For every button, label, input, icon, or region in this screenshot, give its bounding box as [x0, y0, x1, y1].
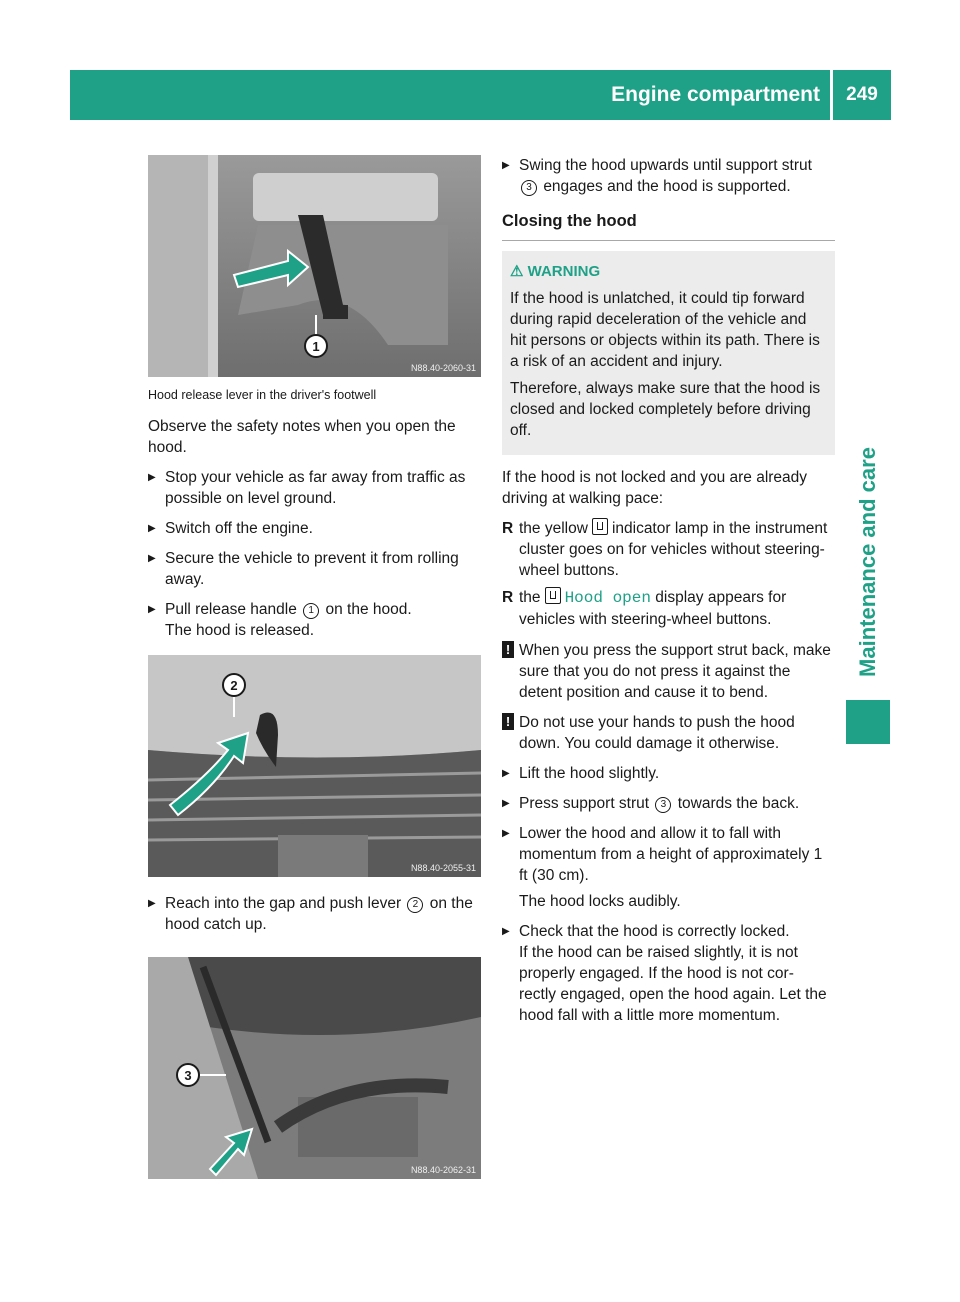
- warning-title: WARNING: [527, 263, 601, 280]
- figure-callout-1: 1: [312, 339, 320, 354]
- paragraph-not-locked: If the hood is not locked and you are already driving at walking pace:: [502, 469, 808, 507]
- step-lift-hood: ▶ Lift the hood slightly.: [502, 763, 835, 784]
- step-detail: If the hood can be raised slightly, it is not properly engaged. If the hood is not cor- rectly engaged, open the hood again. Let the hood fall with a little more momentum.: [519, 944, 827, 1024]
- warning-triangle-icon: ⚠: [510, 263, 524, 280]
- display-message: Hood open: [564, 589, 651, 607]
- figure-caption: Hood release lever in the driver's footwell: [148, 388, 377, 402]
- step-result: The hood is released.: [165, 622, 315, 639]
- warning-text: If the hood is unlatched, it could tip forward during rapid deceleration of the vehicle and hit persons or objects within its path. There is a risk of an accident and injury.: [510, 290, 820, 370]
- left-column: [148, 155, 481, 1179]
- step-press-strut: ▶ Press support strut 3 towards the back.: [502, 793, 835, 814]
- chapter-label: Maintenance and care: [855, 447, 880, 677]
- bullet-display-message: R the Hood open display appears for vehicles with steering-wheel buttons.: [502, 589, 787, 628]
- figure-id: N88.40-2055-31: [410, 863, 476, 873]
- chapter-marker: [846, 700, 890, 744]
- hood-open-icon: [545, 587, 561, 604]
- callout-2: 2: [407, 897, 423, 913]
- figure-id: N88.40-2062-31: [410, 1165, 476, 1175]
- figure-callout-3: 3: [184, 1068, 192, 1083]
- page-number: 249: [846, 84, 878, 105]
- step-lower-hood: ▶ Lower the hood and allow it to fall with momentum from a height of approximately 1 ft (30 cm). The hood locks audibly.: [502, 823, 835, 912]
- figure-id: N88.40-2060-31: [410, 363, 476, 373]
- intro-text: Observe the safety notes when you open the hood.: [148, 418, 456, 456]
- section-title: Engine compartment: [611, 83, 820, 106]
- hood-open-icon: [592, 518, 608, 535]
- step-check-hood: ▶ Check that the hood is correctly locked. If the hood can be raised slightly, it is not properly engaged. If the hood is not cor- rectly engaged, open the hood again. Let the hood fall with a little more momentum.: [502, 921, 835, 1026]
- bullet-indicator-lamp: R the yellow indicator lamp in the instrument cluster goes on for vehicles without steering-wheel buttons.: [502, 520, 828, 579]
- figure-support-strut: [148, 957, 481, 1179]
- step-stop-vehicle: ▶ Stop your vehicle as far away from traffic as possible on level ground.: [148, 467, 481, 509]
- right-column: [502, 155, 835, 1035]
- note-hands: ! Do not use your hands to push the hood down. You could damage it otherwise.: [502, 712, 835, 754]
- figure-hood-release-lever: [148, 155, 481, 377]
- caution-icon: !: [502, 641, 514, 658]
- callout-3: 3: [521, 180, 537, 196]
- note-support-strut: ! When you press the support strut back, make sure that you do not press it against the detent position and cause it to bend.: [502, 640, 835, 703]
- caution-icon: !: [502, 713, 514, 730]
- figure-callout-2: 2: [230, 678, 238, 693]
- step-swing-hood: ▶ Swing the hood upwards until support strut 3 engages and the hood is supported.: [502, 155, 835, 197]
- step-secure-vehicle: ▶ Secure the vehicle to prevent it from rolling away.: [148, 548, 481, 590]
- chapter-side-tab: [846, 430, 890, 695]
- step-pull-release-handle: ▶ Pull release handle 1 on the hood. The hood is released.: [148, 599, 481, 641]
- warning-text: Therefore, always make sure that the hood is closed and locked completely before driving off.: [510, 380, 821, 439]
- warning-header: [510, 261, 827, 282]
- step-switch-off-engine: ▶ Switch off the engine.: [148, 518, 481, 539]
- figure-hood-catch-lever: [148, 655, 481, 877]
- section-heading-closing-hood: Closing the hood: [502, 211, 835, 241]
- warning-box: [502, 251, 835, 455]
- step-result: The hood locks audibly.: [519, 893, 681, 910]
- page-header: [70, 70, 891, 120]
- callout-1: 1: [303, 603, 319, 619]
- callout-3: 3: [655, 797, 671, 813]
- step-push-lever: ▶ Reach into the gap and push lever 2 on the hood catch up.: [148, 893, 481, 935]
